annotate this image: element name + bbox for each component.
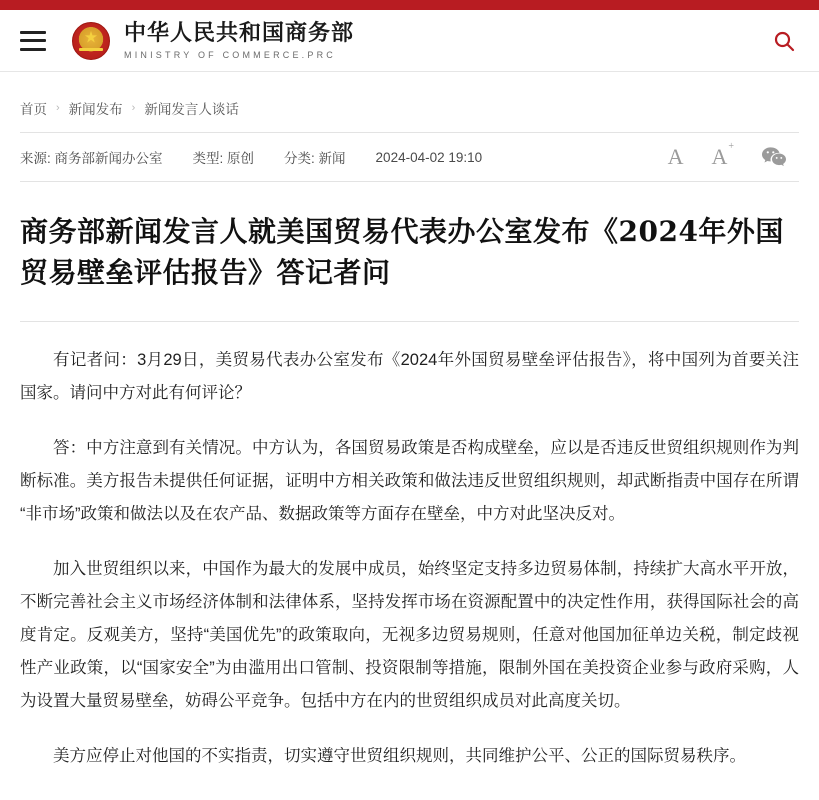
site-header: [0, 10, 819, 72]
font-decrease-button[interactable]: A: [667, 144, 684, 169]
breadcrumb-separator-icon: ›: [131, 102, 136, 114]
menu-line: [20, 39, 46, 42]
article-meta-bar: [20, 132, 799, 182]
breadcrumb: [0, 72, 819, 132]
national-emblem-icon: [72, 22, 110, 60]
article-body: [20, 322, 799, 773]
article-paragraph: 加入世贸组织以来，中国作为最大的发展中成员，始终坚定支持多边贸易体制，持续扩大高水平开放，不断完善社会主义市场经济体制和法律体系，坚持发挥市场在资源配置中的决定性作用，获得国际社会的高度肯定。反观美方，坚持“美国优先”的政策取向，无视多边贸易规则，任意对他国加征单边关税，制定歧视性产业政策，以“国家安全”为由滥用出口管制、投资限制等措施，限制外国在美投资企业参与政府采购，人为设置大量贸易壁垒，妨碍公平竞争。包括中方在内的世贸组织成员对此高度关切。: [20, 560, 799, 711]
brand-title-cn: 中华人民共和国商务部: [124, 20, 355, 47]
font-increase-button[interactable]: [711, 140, 734, 169]
article-paragraph: 美方应停止对他国的不实指责，切实遵守世贸组织规则，共同维护公平、公正的国际贸易秩序。: [53, 747, 746, 766]
breadcrumb-item-spokesperson[interactable]: 新闻发言人谈话: [144, 102, 239, 117]
site-brand[interactable]: [124, 21, 769, 59]
wechat-icon[interactable]: [761, 146, 787, 168]
breadcrumb-item-home[interactable]: 首页: [20, 102, 47, 117]
font-increase-label: A: [711, 144, 728, 169]
top-accent-bar: [0, 0, 819, 10]
meta-category: 分类: 新闻: [284, 151, 346, 166]
page-title: 商务部新闻发言人就美国贸易代表办公室发布《2024年外国贸易壁垒评估报告》答记者问: [20, 215, 784, 289]
menu-line: [20, 31, 46, 34]
hamburger-menu-icon[interactable]: [20, 31, 46, 51]
font-increase-plus: +: [728, 140, 734, 152]
meta-source: 来源: 商务部新闻办公室: [20, 151, 163, 166]
brand-title-en: MINISTRY OF COMMERCE.PRC: [124, 49, 336, 60]
menu-line: [20, 48, 46, 51]
breadcrumb-separator-icon: ›: [56, 102, 60, 114]
article-paragraph: 有记者问：3月29日，美贸易代表办公室发布《2024年外国贸易壁垒评估报告》，将中国列为首要关注国家。请问中方对此有何评论？: [20, 351, 799, 403]
meta-datetime: 2024-04-02 19:10: [375, 149, 483, 165]
emblem-base: [79, 48, 103, 51]
meta-tools: [667, 140, 799, 169]
breadcrumb-item-news[interactable]: 新闻发布: [68, 102, 123, 117]
meta-type: 类型: 原创: [192, 151, 255, 166]
search-icon[interactable]: [769, 26, 799, 56]
emblem-star: ★: [84, 29, 98, 45]
article-paragraph: 答：中方注意到有关情况。中方认为，各国贸易政策是否构成壁垒，应以是否违反世贸组织规则作为判断标准。美方报告未提供任何证据，证明中方相关政策和做法违反世贸组织规则，却武断指责中国存在所谓“非市场”政策和做法以及在农产品、数据政策等方面存在壁垒，中方对此坚决反对。: [20, 439, 799, 524]
